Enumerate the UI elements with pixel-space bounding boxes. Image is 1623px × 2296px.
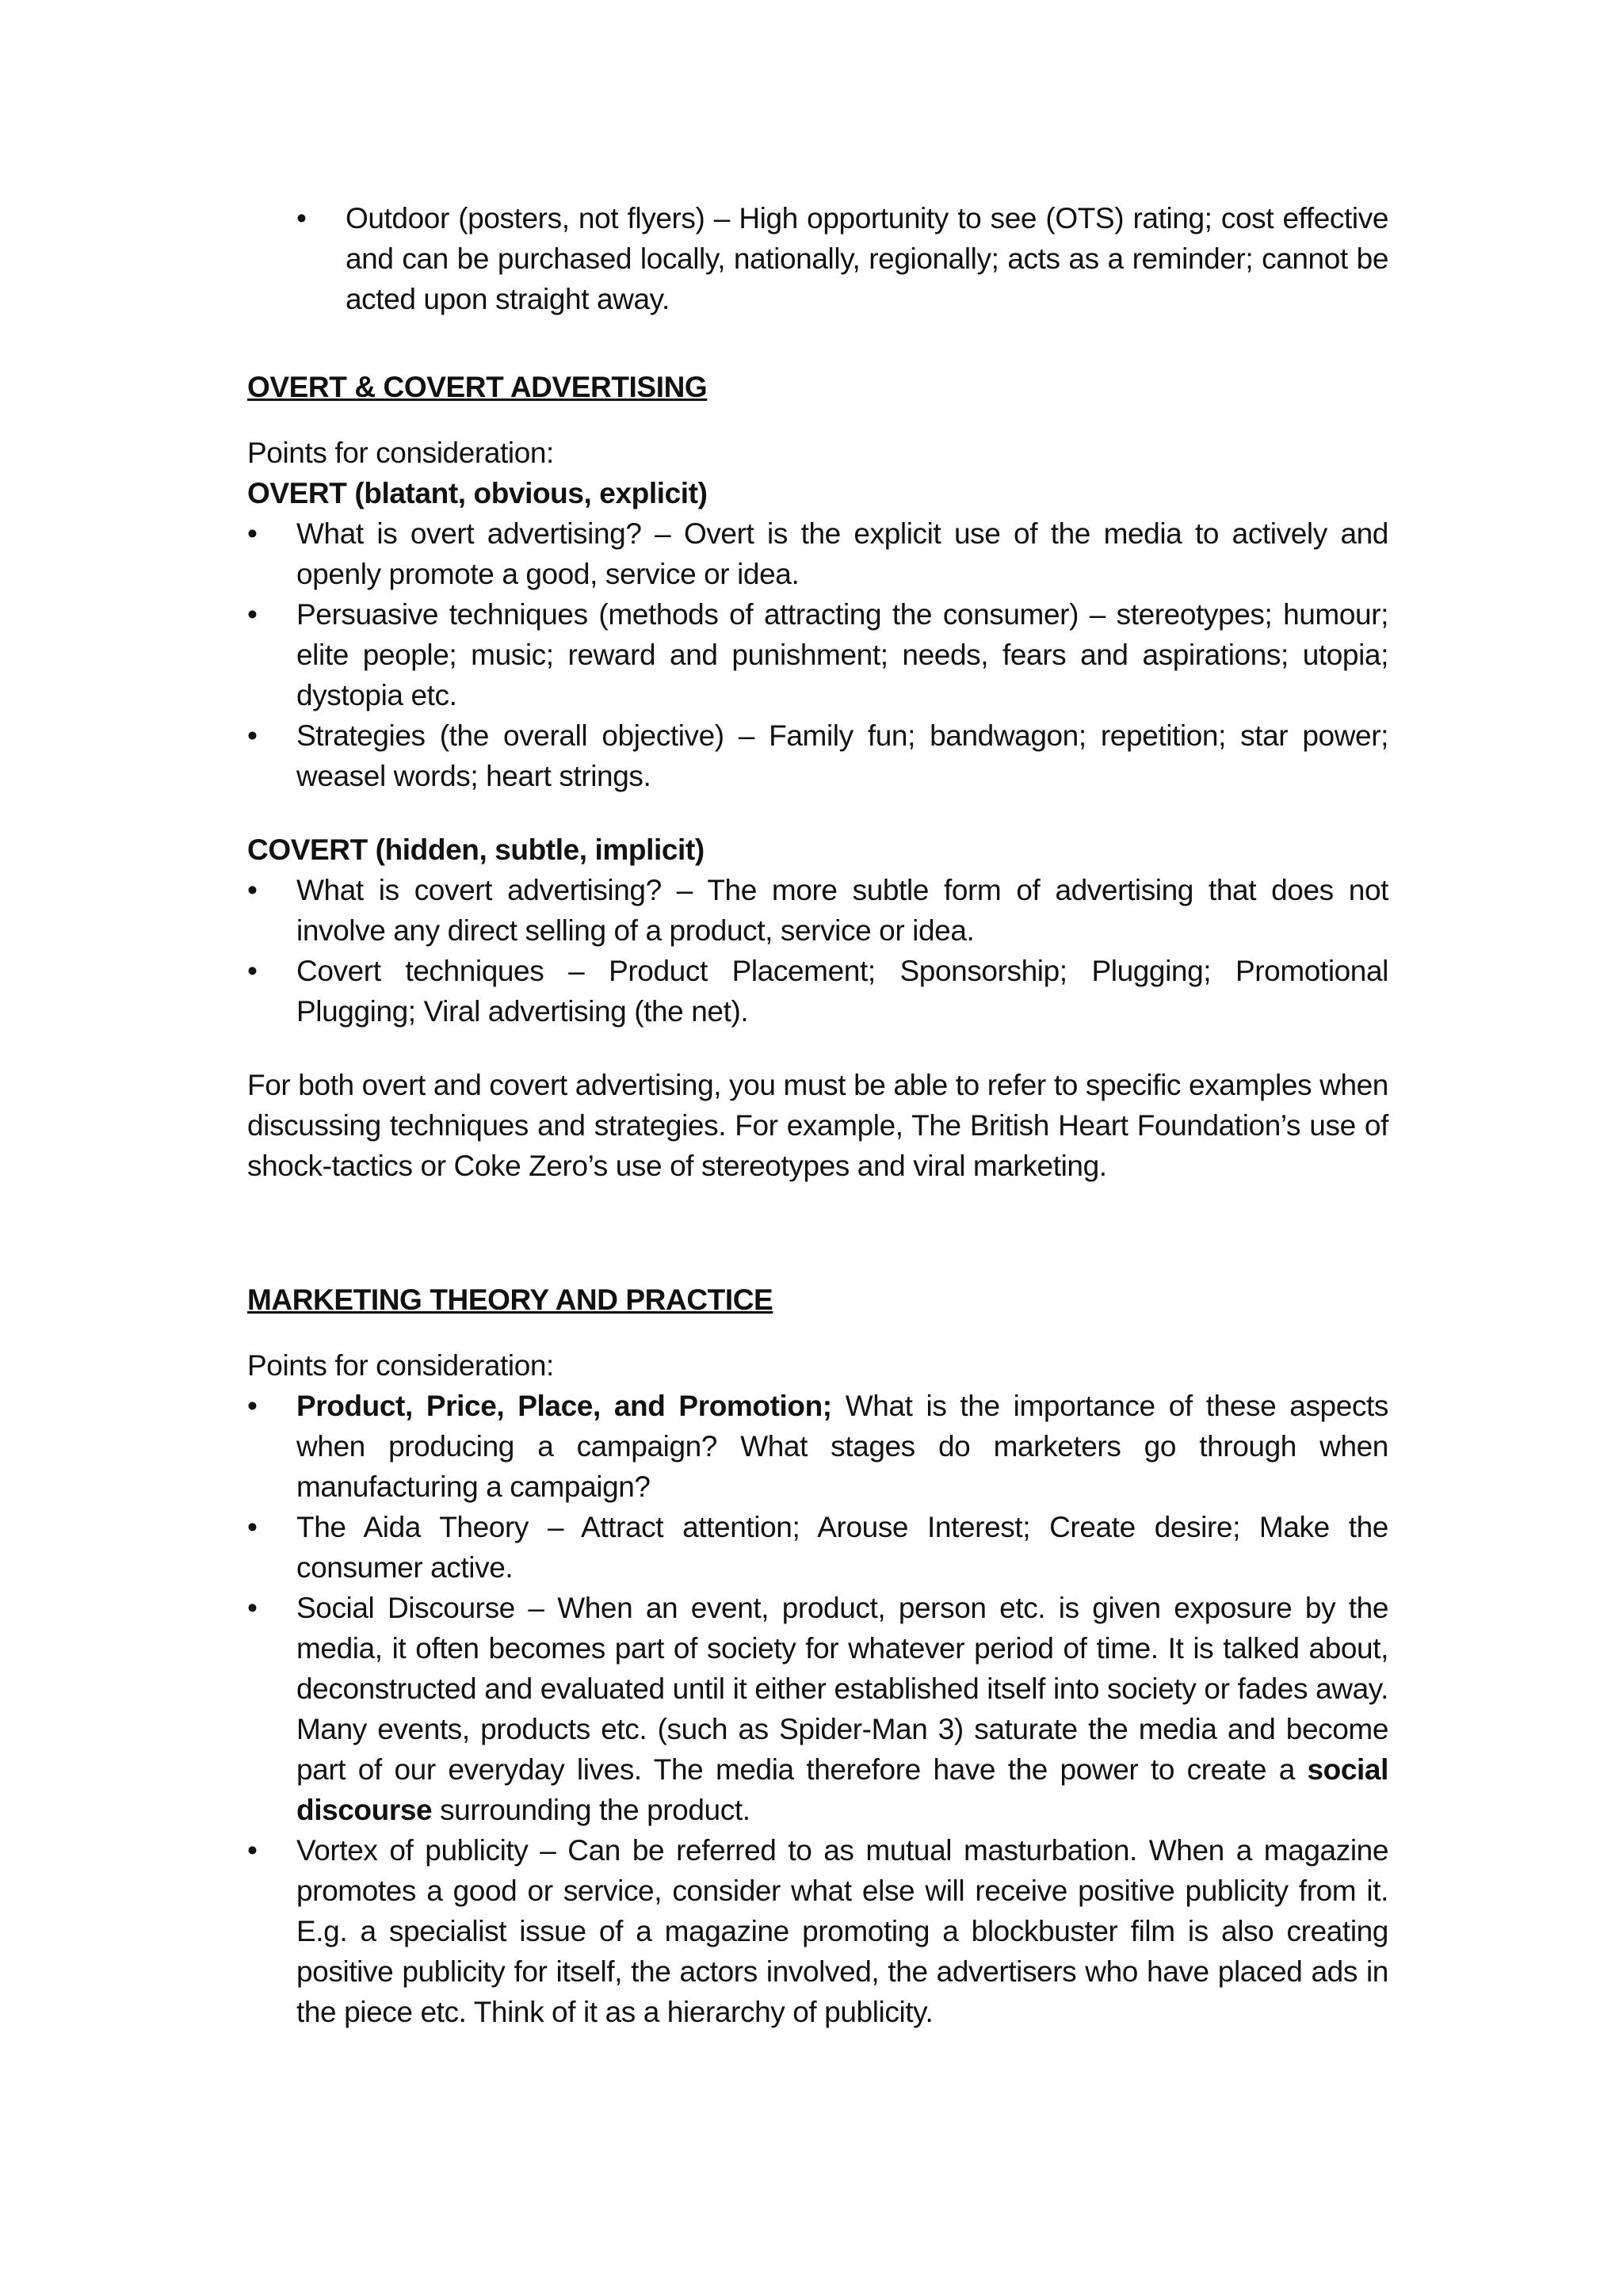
bullet-icon: • <box>247 955 258 987</box>
list-item <box>247 1507 1388 1588</box>
list-item-text: Strategies (the overall objective) – Family fun; bandwagon; repetition; star power; weasel words; heart strings. <box>296 719 1388 792</box>
bullet-icon: • <box>296 202 307 235</box>
list-item <box>247 1386 1388 1507</box>
bullet-icon: • <box>247 1834 258 1867</box>
list-item-text: The Aida Theory – Attract attention; Arouse Interest; Create desire; Make the consumer active. <box>296 1511 1388 1584</box>
list-item <box>247 951 1388 1032</box>
list-item <box>247 715 1388 796</box>
list-item-bold-text: Product, Price, Place, and Promotion; <box>296 1390 832 1422</box>
list-item <box>296 198 1388 319</box>
list-item <box>247 1830 1388 2032</box>
list-item-text: Vortex of publicity – Can be referred to as mutual masturbation. When a magazine promotes a good or service, consider what else will receive positive publicity from it. E.g. a specialist issue of a magazine promoting a blockbuster film is also creating positive publicity for itself, the actors involved, the advertisers who have placed ads in the piece etc. Think of it as a hierarchy of publicity. <box>296 1834 1388 2028</box>
list-item-text: What is overt advertising? – Overt is the explicit use of the media to actively and openly promote a good, service or idea. <box>296 517 1388 590</box>
covert-bullet-list <box>247 870 1388 1032</box>
list-item <box>247 1588 1388 1830</box>
bullet-icon: • <box>247 517 258 550</box>
list-item <box>247 513 1388 594</box>
section-heading-overt-covert: OVERT & COVERT ADVERTISING <box>247 371 708 403</box>
list-item-text: Outdoor (posters, not flyers) – High opportunity to see (OTS) rating; cost effective and can be purchased locally, nationally, regionally; acts as a reminder; cannot be acted upon straight away. <box>346 202 1388 315</box>
section-intro: Points for consideration: <box>247 437 554 469</box>
bullet-icon: • <box>247 598 258 631</box>
section-heading-marketing: MARKETING THEORY AND PRACTICE <box>247 1283 773 1316</box>
list-item-text: What is the importance of these aspects when producing a campaign? What stages do marketers go through when manufacturing a campaign? <box>296 1390 1388 1503</box>
document-body <box>247 198 1388 2032</box>
outdoor-bullet-list <box>296 198 1388 319</box>
list-item <box>247 594 1388 715</box>
overt-bullet-list <box>247 513 1388 796</box>
list-item-text: Covert techniques – Product Placement; Sponsorship; Plugging; Promotional Plugging; Viral advertising (the net). <box>296 955 1388 1028</box>
list-item-text: Social Discourse – When an event, product, person etc. is given exposure by the media, it often becomes part of society for whatever period of time. It is talked about, deconstructed and evaluated until it either established itself into society or fades away. Many events, products etc. (such as Spider-Man 3) saturate the media and become part of our everyday lives. The media therefore have the power to create a <box>296 1592 1388 1786</box>
list-item <box>247 870 1388 951</box>
covert-subheading: COVERT (hidden, subtle, implicit) <box>247 833 705 866</box>
list-item-text-after: surrounding the product. <box>432 1794 750 1826</box>
section-intro: Points for consideration: <box>247 1349 554 1382</box>
bullet-icon: • <box>247 1390 258 1422</box>
list-item-bold-text: social discourse <box>296 1753 1388 1826</box>
bullet-icon: • <box>247 1592 258 1624</box>
list-item-text: Persuasive techniques (methods of attracting the consumer) – stereotypes; humour; elite people; music; reward and punishment; needs, fears and aspirations; utopia; dystopia etc. <box>296 598 1388 711</box>
list-item-text: What is covert advertising? – The more subtle form of advertising that does not involve any direct selling of a product, service or idea. <box>296 874 1388 947</box>
overt-subheading: OVERT (blatant, obvious, explicit) <box>247 477 708 509</box>
closing-paragraph: For both overt and covert advertising, you must be able to refer to specific examples when discussing techniques and strategies. For example, The British Heart Foundation’s use of shock-tactics or Coke Zero’s use of stereotypes and viral marketing. <box>247 1069 1388 1182</box>
bullet-icon: • <box>247 1511 258 1543</box>
bullet-icon: • <box>247 719 258 752</box>
bullet-icon: • <box>247 874 258 906</box>
marketing-bullet-list <box>247 1386 1388 2032</box>
